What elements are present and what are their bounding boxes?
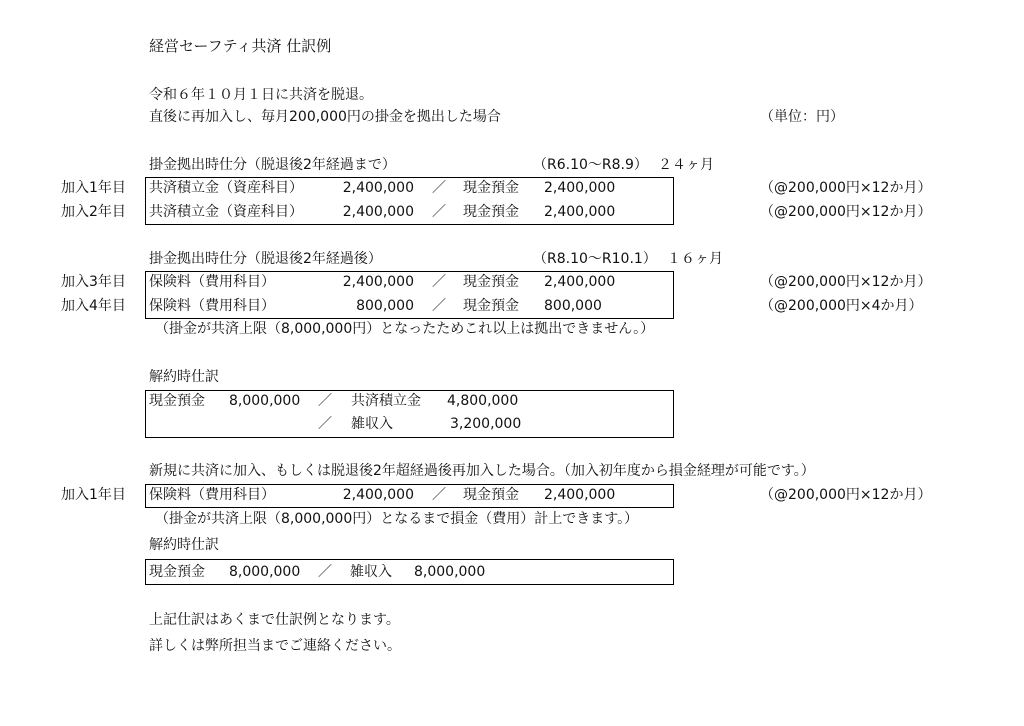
section4-cancel-box [145,559,674,585]
section1-row1-year: 加入1年目 [61,180,126,196]
section4-row-year: 加入1年目 [61,487,126,503]
section3-row2-separator: ／ [318,416,332,432]
section2-row1-year: 加入3年目 [61,274,126,290]
section1-row1-debit: 共済積立金（資産科目） [149,180,303,196]
page-title: 経営セーフティ共済 仕訳例 [149,37,332,55]
section1-months: ２４ヶ月 [658,157,714,173]
section1-row1-separator: ／ [432,180,446,196]
closing-line-2: 詳しくは弊所担当までご連絡ください。 [149,638,401,654]
section3-row1-debit: 現金預金 [149,393,205,409]
section2-row1-debit: 保険料（費用科目） [149,274,275,290]
section2-row1-credit-amount: 2,400,000 [544,274,616,290]
section4-footnote: （掛金が共済上限（8,000,000円）となるまで損金（費用）計上できます。） [155,511,639,527]
section2-row2-debit: 保険料（費用科目） [149,298,275,314]
section2-row2-credit-amount: 800,000 [544,298,602,314]
section4-row-credit: 現金預金 [463,487,519,503]
section2-row1-note: （@200,000円×12か月） [760,274,932,290]
section4-row-note: （@200,000円×12か月） [760,487,932,503]
section4-cancel-credit: 雑収入 [350,564,392,580]
section1-heading: 掛金拠出時仕分（脱退後2年経過まで） [149,157,396,173]
intro-line-2: 直後に再加入し、毎月200,000円の掛金を拠出した場合 [149,109,501,125]
section2-row2-debit-amount: 800,000 [356,298,414,314]
section1-row1-credit: 現金預金 [463,180,519,196]
section4-row-debit: 保険料（費用科目） [149,487,275,503]
section1-period: （R6.10～R8.9） [533,157,648,173]
section2-row2-note: （@200,000円×4か月） [760,298,923,314]
section2-row1-debit-amount: 2,400,000 [342,274,414,290]
section1-row1-note: （@200,000円×12か月） [760,180,932,196]
section2-row2-separator: ／ [432,298,446,314]
section4-cancel-credit-amount: 8,000,000 [414,564,486,580]
section3-heading: 解約時仕訳 [149,369,219,385]
section1-row1-debit-amount: 2,400,000 [342,180,414,196]
section4-cancel-heading: 解約時仕訳 [149,537,219,553]
section2-months: １６ヶ月 [667,251,723,267]
section4-row-debit-amount: 2,400,000 [342,487,414,503]
section1-row1-credit-amount: 2,400,000 [544,180,616,196]
section1-row2-debit: 共済積立金（資産科目） [149,204,303,220]
section4-heading: 新規に共済に加入、もしくは脱退後2年超経過後再加入した場合。（加入初年度から損金経理が可能です。） [149,463,815,479]
section2-row2-credit: 現金預金 [463,298,519,314]
section2-period: （R8.10～R10.1） [533,251,657,267]
section3-row1-debit-amount: 8,000,000 [229,393,301,409]
closing-line-1: 上記仕訳はあくまで仕訳例となります。 [149,612,400,628]
section4-cancel-debit: 現金預金 [149,564,205,580]
section1-row2-credit-amount: 2,400,000 [544,204,616,220]
unit-label: （単位：円） [760,109,844,125]
intro-line-1: 令和６年１０月１日に共済を脱退。 [149,87,373,103]
section1-row2-year: 加入2年目 [61,204,126,220]
section2-row2-year: 加入4年目 [61,298,126,314]
section2-row1-credit: 現金預金 [463,274,519,290]
section3-row2-credit-amount: 3,200,000 [450,416,522,432]
section2-row1-separator: ／ [432,274,446,290]
section4-row-separator: ／ [432,487,446,503]
section3-row1-separator: ／ [318,393,332,409]
section2-heading: 掛金拠出時仕分（脱退後2年経過後） [149,251,382,267]
section3-row1-credit-amount: 4,800,000 [447,393,519,409]
section1-row2-separator: ／ [432,204,446,220]
section2-footnote: （掛金が共済上限（8,000,000円）となったためこれ以上は拠出できません。） [155,321,655,337]
section1-row2-debit-amount: 2,400,000 [342,204,414,220]
section1-row2-credit: 現金預金 [463,204,519,220]
section4-cancel-debit-amount: 8,000,000 [229,564,301,580]
section4-row-credit-amount: 2,400,000 [544,487,616,503]
section3-row2-credit: 雑収入 [351,416,393,432]
section1-row2-note: （@200,000円×12か月） [760,204,932,220]
section3-row1-credit: 共済積立金 [351,393,421,409]
section4-cancel-separator: ／ [318,564,332,580]
